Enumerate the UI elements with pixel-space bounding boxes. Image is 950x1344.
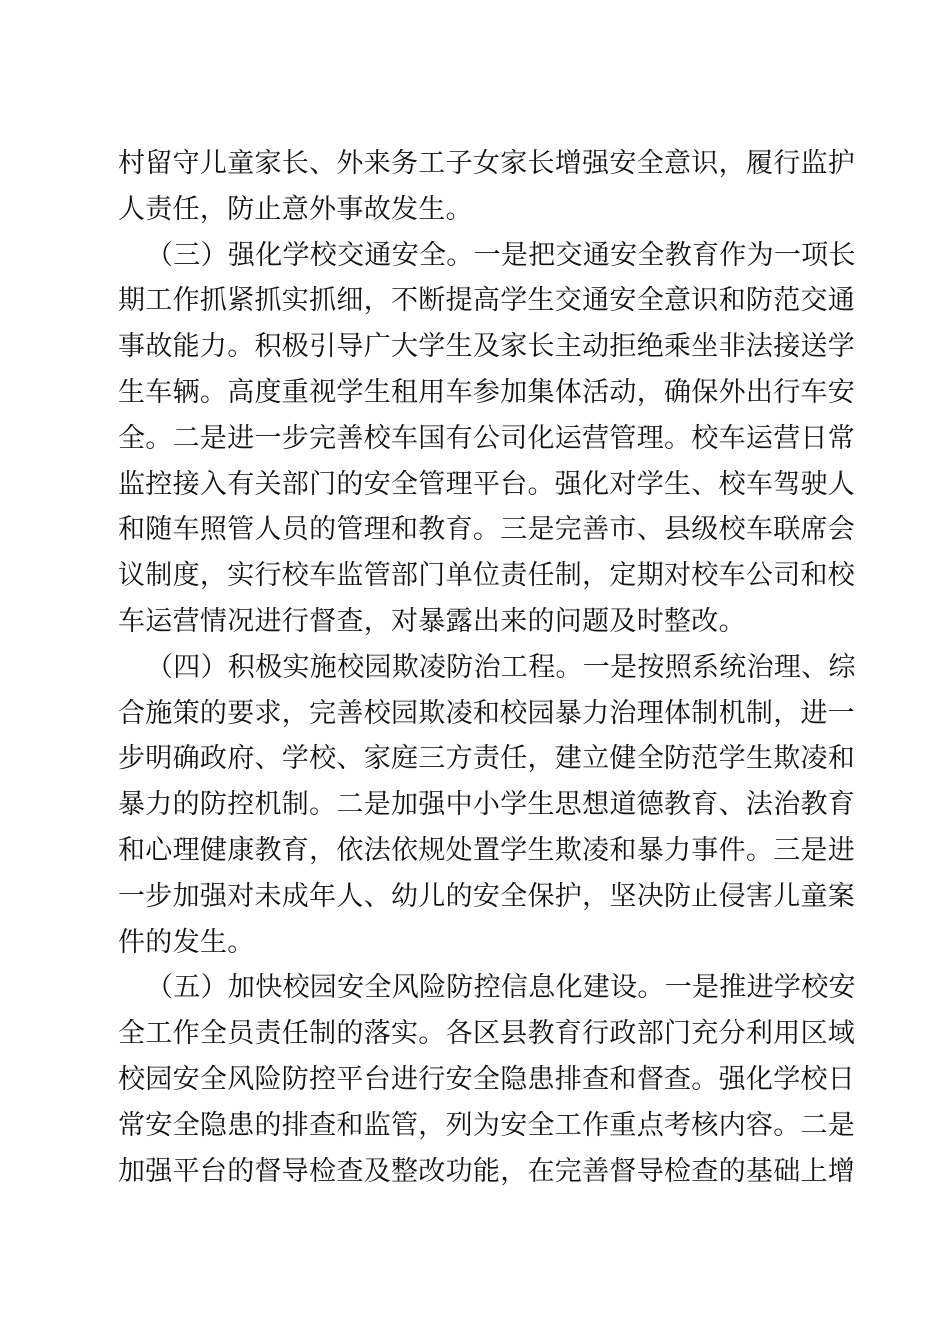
- section-heading-line: （三）强化学校交通安全。一是把交通安全教育作为一项长: [146, 239, 856, 271]
- text-line: 暴力的防控机制。二是加强中小学生思想道德教育、法治教育: [118, 789, 856, 821]
- body-text: [118, 141, 856, 1194]
- text-line: 车运营情况进行督查，对暴露出来的问题及时整改。: [118, 605, 746, 637]
- text-line: 议制度，实行校车监管部门单位责任制，定期对校车公司和校: [118, 560, 856, 592]
- text-line: 合施策的要求，完善校园欺凌和校园暴力治理体制机制，进一: [118, 697, 856, 729]
- text-line: 加强平台的督导检查及整改功能，在完善督导检查的基础上增: [118, 1155, 856, 1187]
- section-heading-line: （四）积极实施校园欺凌防治工程。一是按照系统治理、综: [146, 651, 856, 683]
- text-line: 和随车照管人员的管理和教育。三是完善市、县级校车联席会: [118, 514, 856, 546]
- text-line: 人责任，防止意外事故发生。: [118, 193, 473, 225]
- text-line: 事故能力。积极引导广大学生及家长主动拒绝乘坐非法接送学: [118, 331, 856, 363]
- text-line: 步明确政府、学校、家庭三方责任，建立健全防范学生欺凌和: [118, 743, 856, 775]
- text-line: 和心理健康教育，依法依规处置学生欺凌和暴力事件。三是进: [118, 834, 856, 866]
- text-line: 监控接入有关部门的安全管理平台。强化对学生、校车驾驶人: [118, 468, 856, 500]
- text-line: 村留守儿童家长、外来务工子女家长增强安全意识，履行监护: [118, 148, 856, 179]
- text-line: 期工作抓紧抓实抓细，不断提高学生交通安全意识和防范交通: [118, 285, 856, 317]
- text-line: 常安全隐患的排查和监管，列为安全工作重点考核内容。二是: [118, 1109, 856, 1141]
- text-line: 校园安全风险防控平台进行安全隐患排查和督查。强化学校日: [118, 1063, 856, 1095]
- text-line: 一步加强对未成年人、幼儿的安全保护，坚决防止侵害儿童案: [118, 880, 856, 912]
- text-line: 全。二是进一步完善校车国有公司化运营管理。校车运营日常: [118, 422, 856, 454]
- text-line: 全工作全员责任制的落实。各区县教育行政部门充分利用区域: [118, 1018, 856, 1050]
- text-line: 件的发生。: [118, 926, 255, 958]
- section-heading-line: （五）加快校园安全风险防控信息化建设。一是推进学校安: [146, 972, 856, 1004]
- text-line: 生车辆。高度重视学生租用车参加集体活动，确保外出行车安: [118, 376, 856, 408]
